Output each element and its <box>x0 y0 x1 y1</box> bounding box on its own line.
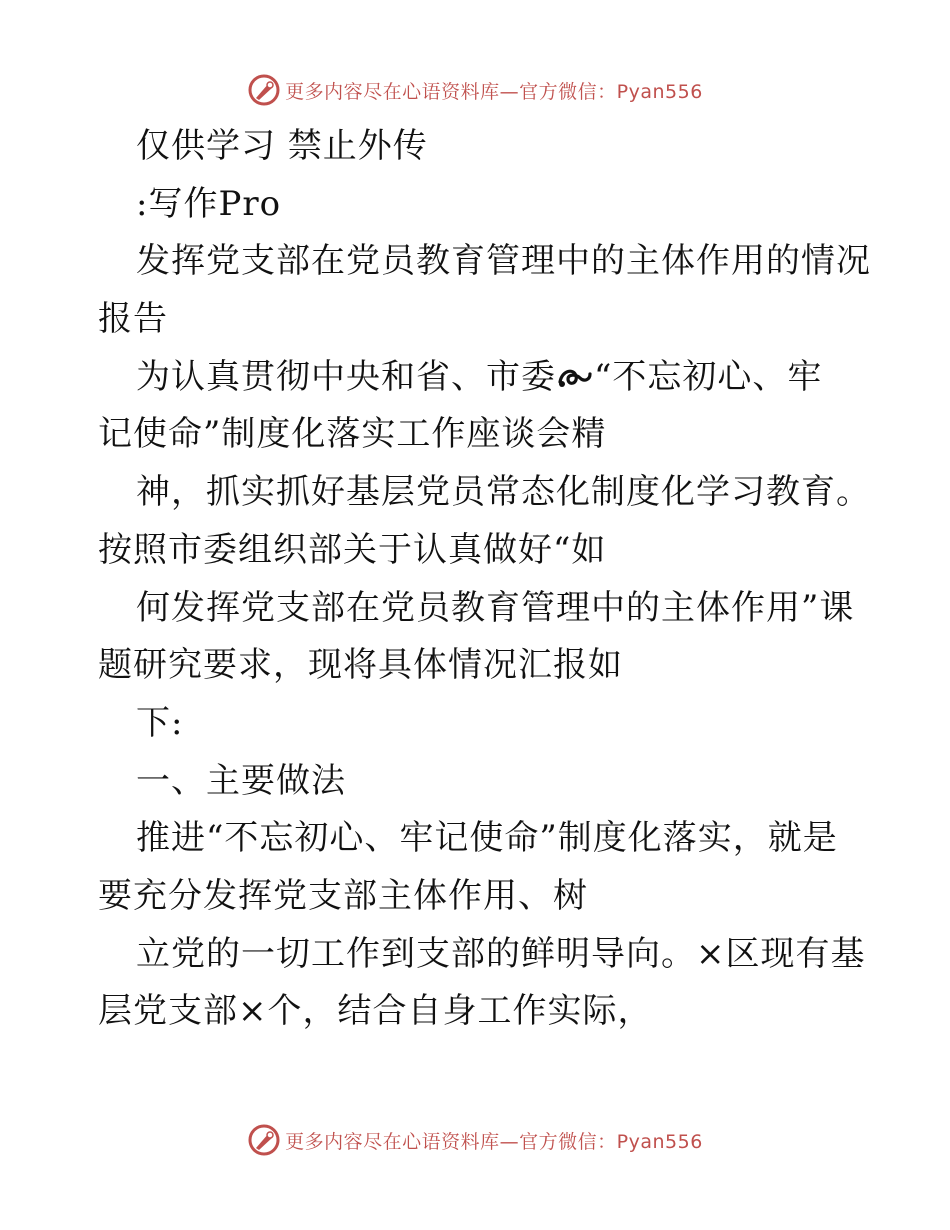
pen-nib-logo-icon <box>247 73 281 107</box>
section-heading: 一、主要做法 <box>136 760 346 801</box>
body-line: 推进“不忘初心、牢记使命”制度化落实，就是 <box>136 818 838 859</box>
body-line: 记使命”制度化落实工作座谈会精 <box>98 414 607 455</box>
report-title-line1: 发挥党支部在党员教育管理中的主体作用的情况 <box>136 241 871 282</box>
report-title-line2: 报告 <box>98 299 168 340</box>
source-line: :写作Pro <box>136 183 282 224</box>
body-line <box>98 349 858 407</box>
body-text-segment: “不忘初心、牢 <box>594 356 823 397</box>
body-line: 何发挥党支部在党员教育管理中的主体作用”课 <box>136 587 855 628</box>
scroll-ornament-icon <box>556 362 594 392</box>
footer-watermark <box>0 1120 950 1160</box>
watermark-text: 更多内容尽在心语资料库—官方微信：Pyan556 <box>285 1130 703 1153</box>
document-body <box>98 118 871 1041</box>
pen-nib-logo-icon <box>247 1123 281 1157</box>
body-line: 要充分发挥党支部主体作用、树 <box>98 875 588 916</box>
header-watermark <box>0 70 950 110</box>
body-line: 层党支部×个，结合自身工作实际， <box>98 991 653 1032</box>
body-line: 下: <box>136 702 184 743</box>
notice-line: 仅供学习 禁止外传 <box>136 126 428 166</box>
body-line: 按照市委组织部关于认真做好“如 <box>98 529 607 570</box>
body-line: 立党的一切工作到支部的鲜明导向。×区现有基 <box>136 933 866 974</box>
body-line: 题研究要求，现将具体情况汇报如 <box>98 645 623 686</box>
body-text-segment: 为认真贯彻中央和省、市委 <box>136 356 556 397</box>
watermark-text: 更多内容尽在心语资料库—官方微信：Pyan556 <box>285 80 703 103</box>
body-line: 神，抓实抓好基层党员常态化制度化学习教育。 <box>136 472 871 513</box>
